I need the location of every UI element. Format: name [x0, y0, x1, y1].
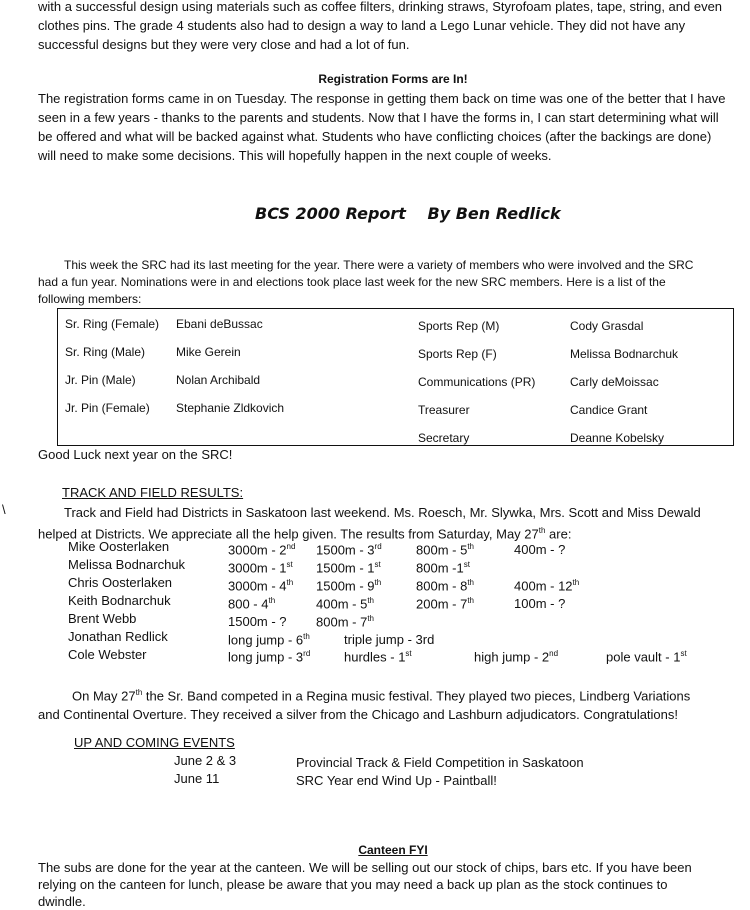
result-event: 800m - 7th — [316, 614, 374, 630]
canteen-paragraph — [38, 859, 750, 910]
result-athlete-name: Chris Oosterlaken — [68, 575, 173, 590]
result-athlete-name: Mike Oosterlaken — [68, 539, 170, 554]
result-athlete-name: Brent Webb — [68, 611, 137, 626]
result-event: 800m -1st — [416, 560, 470, 576]
member-role: Sports Rep (F) — [418, 347, 497, 361]
band-line: On May 27th the Sr. Band competed in a Regina music festival. They played two pieces, Lindberg Variations — [72, 688, 691, 704]
member-role: Sr. Ring (Male) — [65, 345, 146, 359]
result-event: triple jump - 3rd — [344, 632, 435, 647]
result-event: 800m - 5th — [416, 542, 474, 558]
band-paragraph — [38, 683, 750, 724]
member-name: Carly deMoissac — [570, 375, 659, 389]
result-event: 3000m - 1st — [228, 560, 293, 576]
member-name: Stephanie Zldkovich — [176, 401, 285, 415]
report-byline: By Ben Redlick — [427, 204, 561, 223]
registration-line: seen in a few years - thanks to the parents and students. Now that I have the forms in, I can start determining what will — [38, 110, 719, 125]
registration-line: be offered and what will be backed against what. Students who have conflicting choices (after the backings are done) — [38, 129, 712, 144]
result-event: 1500m - ? — [228, 614, 287, 629]
canteen-line: dwindle. — [38, 894, 86, 909]
result-event: high jump - 2nd — [474, 649, 559, 665]
result-event: 3000m - 2nd — [228, 542, 296, 558]
report-line: This week the SRC had its last meeting for the year. There were a variety of members who were involved and the SRC — [64, 258, 694, 272]
intro-line: clothes pins. The grade 4 students also had to design a way to land a Lego Lunar vehicle. They did not have any — [38, 18, 686, 33]
member-name: Mike Gerein — [176, 345, 241, 359]
event-date: June 11 — [174, 771, 220, 786]
result-event: long jump - 6th — [228, 632, 310, 648]
report-title-text: BCS 2000 Report — [255, 204, 406, 223]
canteen-heading: Canteen FYI — [358, 843, 428, 857]
registration-paragraph — [38, 89, 750, 165]
intro-paragraph — [38, 0, 750, 54]
result-event: 100m - ? — [514, 596, 566, 611]
member-name: Ebani deBussac — [176, 317, 263, 331]
result-event: 1500m - 1st — [316, 560, 381, 576]
canteen-line: The subs are done for the year at the canteen. We will be selling out our stock of chips, bars etc. If you have been — [38, 860, 692, 875]
src-members-table — [57, 308, 734, 446]
report-line: had a fun year. Nominations were in and elections took place last week for the new SRC members. Here is a list of the — [38, 275, 666, 289]
member-role: Communications (PR) — [418, 375, 536, 389]
member-role: Sr. Ring (Female) — [65, 317, 160, 331]
result-event: long jump - 3rd — [228, 649, 311, 665]
report-title — [255, 204, 561, 223]
report-paragraph — [38, 257, 750, 308]
result-event: 200m - 7th — [416, 596, 474, 612]
margin-mark: \ — [2, 502, 6, 517]
member-role: Secretary — [418, 431, 470, 445]
good-luck-text: Good Luck next year on the SRC! — [38, 447, 233, 462]
member-name: Melissa Bodnarchuk — [570, 347, 679, 361]
result-event: 3000m - 4th — [228, 578, 294, 594]
result-athlete-name: Keith Bodnarchuk — [68, 593, 171, 608]
member-name: Candice Grant — [570, 403, 648, 417]
result-event: 1500m - 3rd — [316, 542, 382, 558]
registration-line: The registration forms came in on Tuesday. The response in getting them back on time was one of the better that I have — [38, 91, 726, 106]
result-athlete-name: Jonathan Redlick — [68, 629, 168, 644]
member-role: Sports Rep (M) — [418, 319, 500, 333]
intro-line: successful designs but they were very close and had a lot of fun. — [38, 37, 410, 52]
band-line: and Continental Overture. They received a silver from the Chicago and Lashburn adjudicators. Congratulations! — [38, 707, 679, 723]
member-role: Jr. Pin (Male) — [65, 373, 136, 387]
track-heading: TRACK AND FIELD RESULTS: — [62, 485, 244, 500]
event-description: SRC Year end Wind Up - Paintball! — [296, 773, 497, 788]
result-event: 400m - ? — [514, 542, 566, 557]
intro-line: with a successful design using materials such as coffee filters, drinking straws, Styrofoam plates, tape, string, and even — [38, 0, 723, 14]
result-event: 800m - 8th — [416, 578, 474, 594]
result-event: 400m - 12th — [514, 578, 580, 594]
result-event: hurdles - 1st — [344, 649, 412, 665]
track-line: helped at Districts. We appreciate all the help given. The results from Saturday, May 27th are: — [38, 526, 572, 542]
member-role: Treasurer — [418, 403, 470, 417]
events-heading: UP AND COMING EVENTS — [74, 735, 235, 750]
registration-line: will need to make some decisions. This will hopefully happen in the next couple of weeks. — [38, 148, 552, 163]
result-event: pole vault - 1st — [606, 649, 687, 665]
result-athlete-name: Cole Webster — [68, 647, 147, 662]
member-role: Jr. Pin (Female) — [65, 401, 150, 415]
event-date: June 2 & 3 — [174, 753, 237, 768]
track-paragraph — [38, 504, 750, 543]
result-event: 800 - 4th — [228, 596, 276, 612]
event-description: Provincial Track & Field Competition in Saskatoon — [296, 755, 584, 770]
result-event: 1500m - 9th — [316, 578, 382, 594]
member-name: Nolan Archibald — [176, 373, 261, 387]
result-athlete-name: Melissa Bodnarchuk — [68, 557, 186, 572]
member-name: Cody Grasdal — [570, 319, 644, 333]
report-line: following members: — [38, 292, 142, 306]
track-line: Track and Field had Districts in Saskatoon last weekend. Ms. Roesch, Mr. Slywka, Mrs. Scott and Miss Dewald — [64, 505, 701, 520]
member-name: Deanne Kobelsky — [570, 431, 665, 445]
registration-heading: Registration Forms are In! — [318, 72, 468, 86]
canteen-line: relying on the canteen for lunch, please be aware that you may need a back up plan as the stock continues to — [38, 877, 668, 892]
result-event: 400m - 5th — [316, 596, 374, 612]
